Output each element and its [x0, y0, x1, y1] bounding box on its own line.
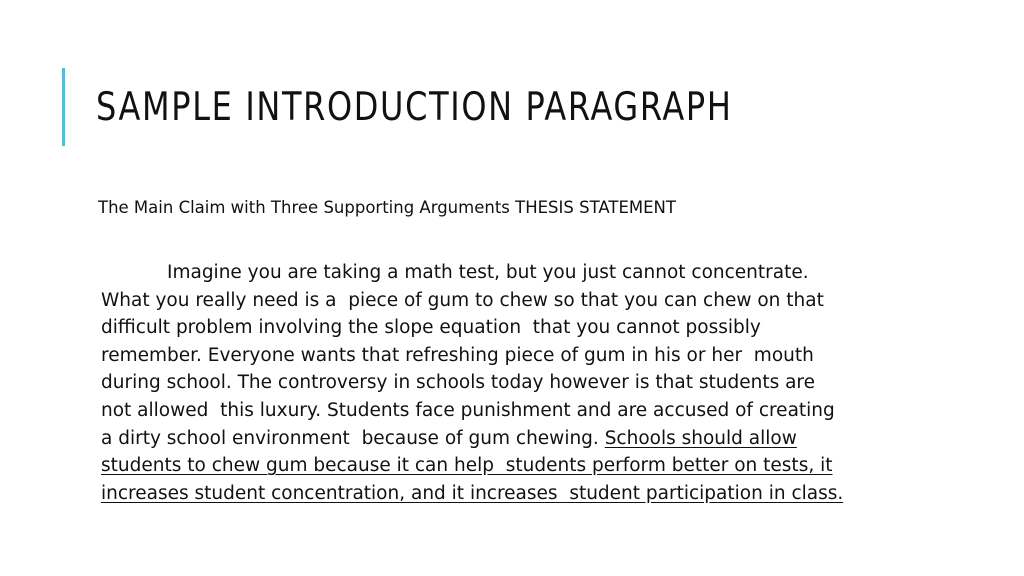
title-accent-bar	[62, 68, 65, 146]
slide-title: SAMPLE INTRODUCTION PARAGRAPH	[96, 85, 733, 130]
paragraph-line-7	[101, 425, 921, 453]
introduction-paragraph	[101, 259, 921, 507]
paragraph-line-7-text: a dirty school environment because of gum chewing.	[101, 427, 605, 449]
paragraph-line-1: Imagine you are taking a math test, but you just cannot concentrate.	[167, 262, 809, 283]
paragraph-line-3: difficult problem involving the slope equation that you cannot possibly	[101, 317, 761, 339]
paragraph-line-2: What you really need is a piece of gum to chew so that you can chew on that	[101, 289, 824, 311]
paragraph-line-6: not allowed this luxury. Students face punishment and are accused of creating	[101, 399, 835, 421]
paragraph-line-5: during school. The controversy in schools today however is that students are	[101, 372, 816, 394]
slide-subtitle: The Main Claim with Three Supporting Arguments THESIS STATEMENT	[98, 198, 676, 217]
thesis-statement-line-2: students to chew gum because it can help students perform better on tests, it	[101, 455, 833, 477]
paragraph-line-4: remember. Everyone wants that refreshing piece of gum in his or her mouth	[101, 344, 814, 366]
thesis-statement-line-3: increases student concentration, and it increases student participation in class.	[101, 482, 844, 504]
thesis-statement-start: Schools should allow	[604, 427, 797, 449]
